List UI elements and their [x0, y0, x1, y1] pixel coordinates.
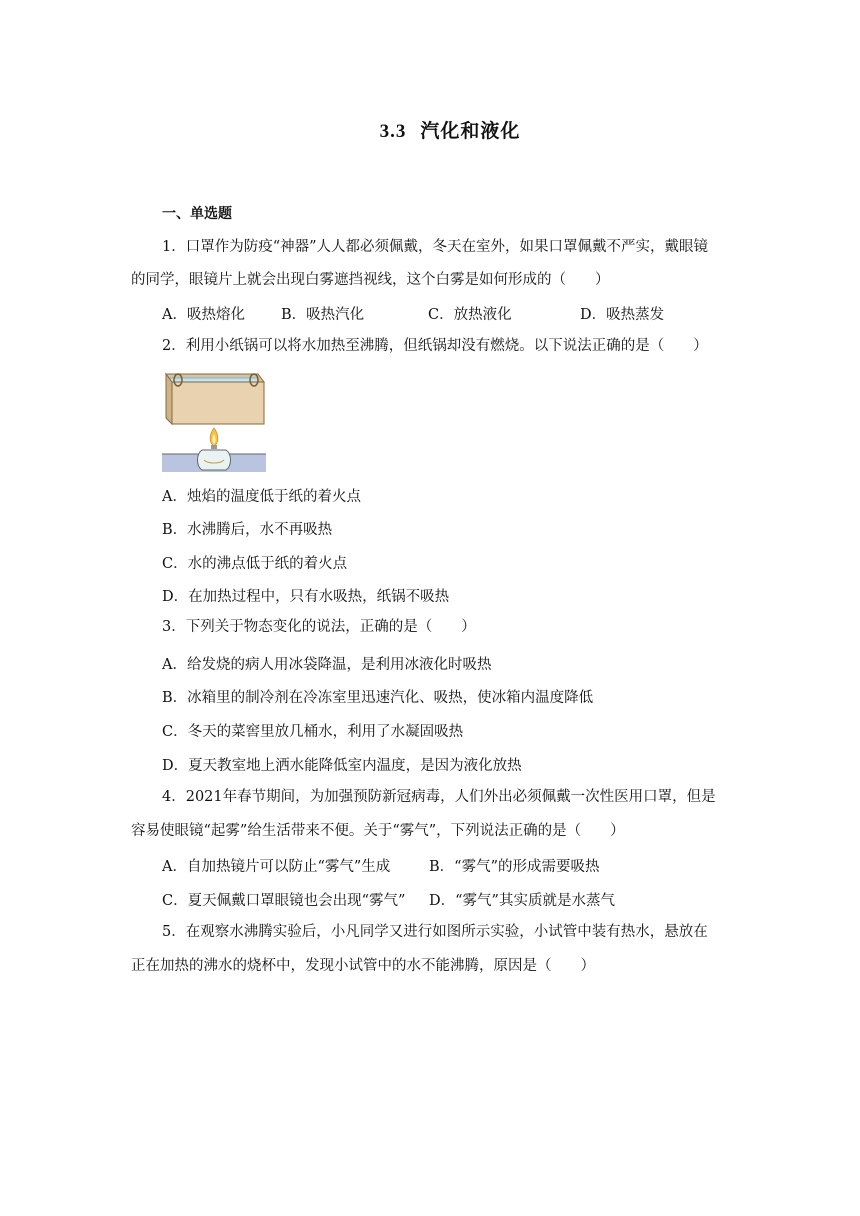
- q4-option-b: B．“雾气”的形成需要吸热: [429, 859, 600, 875]
- paper-pot-figure: [162, 366, 266, 476]
- alcohol-lamp: [198, 450, 231, 470]
- q4-stem-line2: 容易使眼镜“起雾”给生活带来不便。关于“雾气”，下列说法正确的是（ ）: [131, 823, 625, 839]
- section-heading: 一、单选题: [162, 206, 232, 222]
- q1-option-b: B．吸热汽化: [281, 307, 365, 323]
- q3-option-a: A．给发烧的病人用冰袋降温，是利用冰液化时吸热: [162, 657, 492, 673]
- q2-option-c: C．水的沸点低于纸的着火点: [162, 556, 348, 572]
- q1-option-a: A．吸热熔化: [162, 307, 245, 323]
- q2-option-b: B．水沸腾后，水不再吸热: [162, 522, 333, 538]
- q4-option-a: A．自加热镜片可以防止“雾气”生成: [162, 859, 391, 875]
- q3-option-c: C．冬天的菜窖里放几桶水，利用了水凝固吸热: [162, 724, 464, 740]
- q5-stem-line2: 正在加热的沸水的烧杯中，发现小试管中的水不能沸腾，原因是（ ）: [131, 958, 595, 974]
- q1-stem-line1: 1．口罩作为防疫“神器”人人都必须佩戴，冬天在室外，如果口罩佩戴不严实，戴眼镜: [162, 239, 709, 255]
- q2-option-d: D．在加热过程中，只有水吸热，纸锅不吸热: [162, 589, 450, 605]
- paper-pot-body: [172, 382, 264, 424]
- q3-option-b: B．冰箱里的制冷剂在冷冻室里迅速汽化、吸热，使冰箱内温度降低: [162, 690, 594, 706]
- q1-stem-line2: 的同学，眼镜片上就会出现白雾遮挡视线，这个白雾是如何形成的（ ）: [131, 272, 610, 288]
- q1-option-d: D．吸热蒸发: [580, 307, 665, 323]
- title-number: 3.3: [379, 121, 407, 142]
- q5-stem-line1: 5．在观察水沸腾实验后，小凡同学又进行如图所示实验，小试管中装有热水，悬放在: [162, 924, 708, 940]
- q3-option-d: D．夏天教室地上洒水能降低室内温度，是因为液化放热: [162, 758, 522, 774]
- q4-stem-line1: 4．2021年春节期间，为加强预防新冠病毒，人们外出必须佩戴一次性医用口罩，但是: [162, 789, 716, 805]
- q2-option-a: A．烛焰的温度低于纸的着火点: [162, 489, 361, 505]
- title-text: 汽化和液化: [420, 120, 521, 142]
- q4-option-c: C．夏天佩戴口罩眼镜也会出现“雾气”: [162, 893, 406, 909]
- q1-option-c: C．放热液化: [428, 307, 512, 323]
- q2-stem-line1: 2．利用小纸锅可以将水加热至沸腾，但纸锅却没有燃烧。以下说法正确的是（ ）: [162, 338, 708, 354]
- q3-stem-line1: 3．下列关于物态变化的说法，正确的是（ ）: [162, 619, 476, 635]
- page-title: [0, 116, 860, 143]
- q4-option-d: D．“雾气”其实质就是水蒸气: [429, 893, 615, 909]
